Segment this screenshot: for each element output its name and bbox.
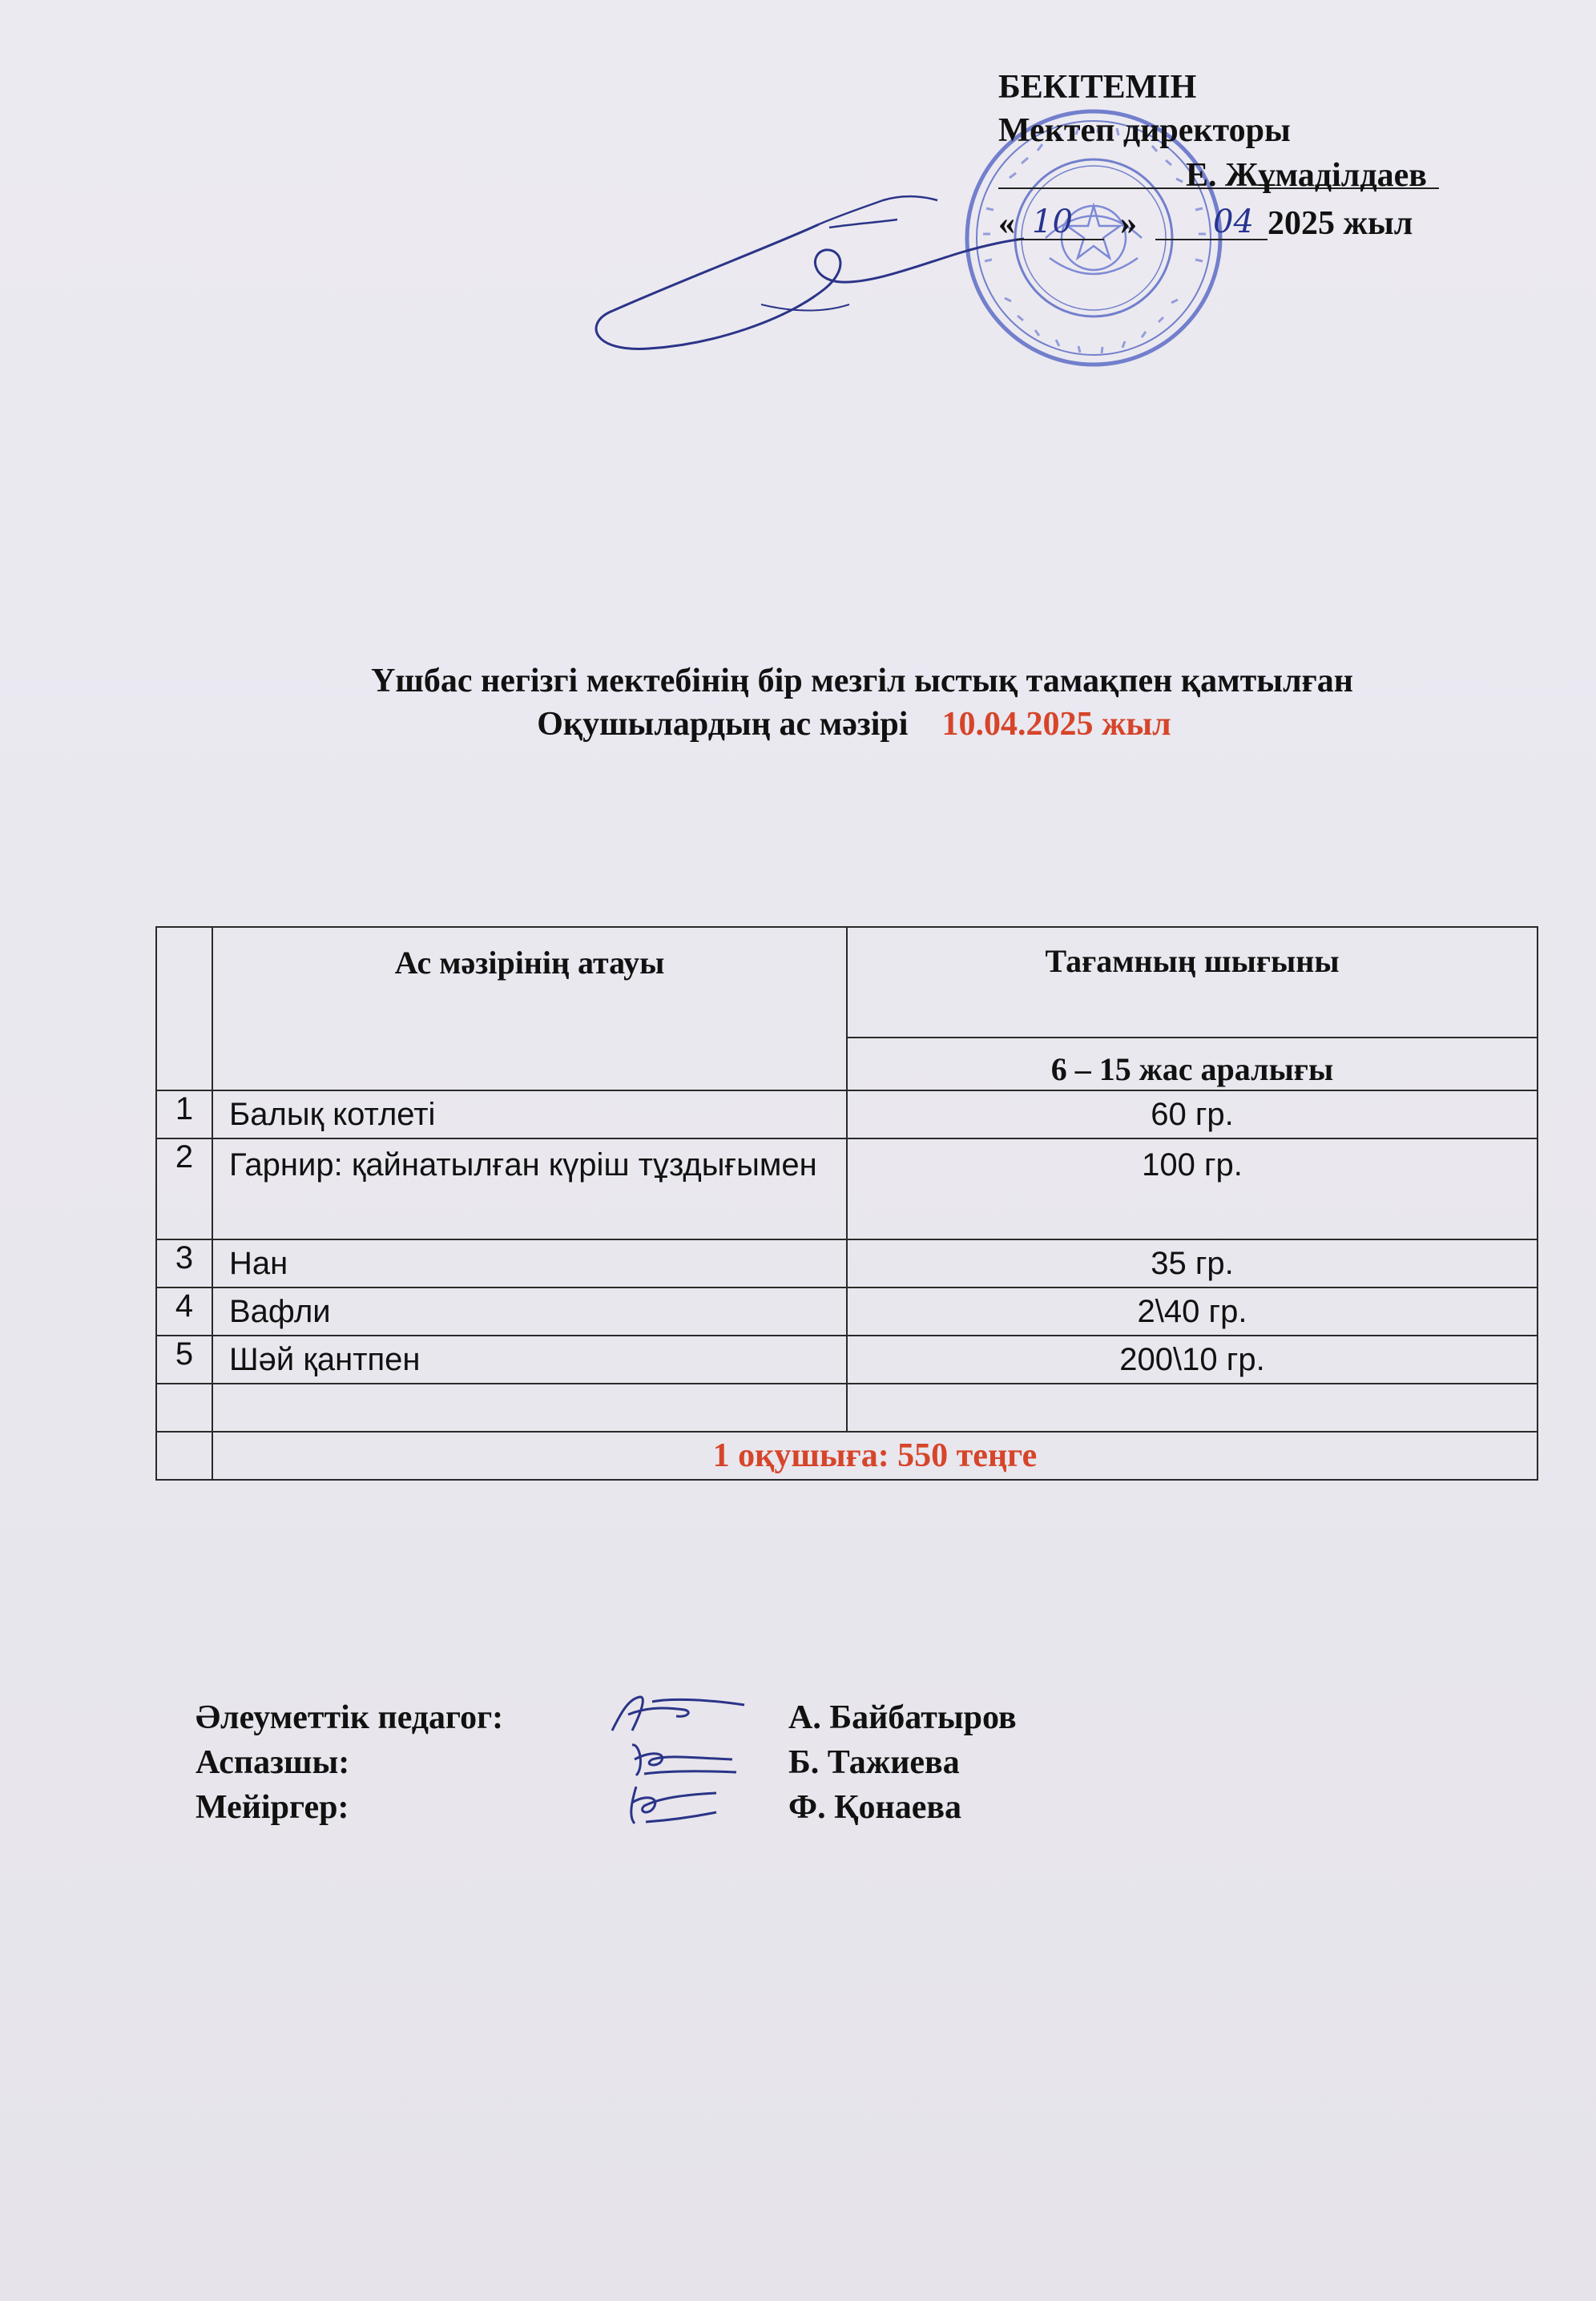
document-title-line2	[56, 705, 1596, 743]
row-amount: 100 гр.	[847, 1138, 1538, 1239]
header-num-cell	[156, 927, 212, 1090]
document-title-line1: Үшбас негізгі мектебінің бір мезгіл ыстық тамақпен қамтылған	[371, 663, 1353, 699]
total-num-cell	[156, 1432, 212, 1480]
table-row	[156, 1288, 1538, 1336]
menu-table	[155, 926, 1538, 1481]
row-name: Гарнир: қайнатылған күріш тұздығымен	[212, 1138, 847, 1239]
row-name: Шәй қантпен	[212, 1336, 847, 1384]
date-open-quote: «	[998, 205, 1015, 242]
date-day-underline	[1016, 239, 1104, 240]
approval-heading: БЕКІТЕМІН	[998, 69, 1197, 106]
signature-icon	[596, 1735, 756, 1783]
signature-icon	[596, 1690, 756, 1739]
approval-position: Мектеп директоры	[998, 112, 1291, 149]
row-name: Вафли	[212, 1288, 847, 1336]
date-month-underline	[1155, 239, 1268, 240]
signatory-row	[195, 1788, 1157, 1833]
table-header-row	[156, 927, 1538, 1038]
empty-cell	[212, 1384, 847, 1432]
empty-row	[156, 1384, 1538, 1432]
row-amount: 35 гр.	[847, 1239, 1538, 1288]
total-row	[156, 1432, 1538, 1480]
row-num: 4	[156, 1288, 212, 1336]
date-day: 10	[1032, 204, 1073, 240]
row-num: 2	[156, 1138, 212, 1239]
table-row	[156, 1090, 1538, 1138]
signatory-name: Б. Тажиева	[788, 1744, 960, 1781]
director-signature-icon	[585, 192, 1034, 385]
table-row	[156, 1336, 1538, 1384]
row-amount: 2\40 гр.	[847, 1288, 1538, 1336]
header-name-cell: Ас мәзірінің атауы	[212, 927, 847, 1090]
signature-icon	[596, 1780, 756, 1828]
header-age-cell: 6 – 15 жас аралығы	[847, 1038, 1538, 1090]
date-month: 04	[1213, 204, 1254, 240]
table-row	[156, 1138, 1538, 1239]
date-close-quote: »	[1120, 205, 1137, 242]
empty-cell	[847, 1384, 1538, 1432]
row-num: 3	[156, 1239, 212, 1288]
signatory-role: Әлеуметтік педагог:	[195, 1699, 504, 1736]
empty-cell	[156, 1384, 212, 1432]
header-amount-cell: Тағамның шығыны	[847, 927, 1538, 1038]
signatory-name: А. Байбатыров	[788, 1699, 1017, 1736]
signatory-name: Ф. Қонаева	[788, 1789, 962, 1826]
signatory-role: Мейіргер:	[195, 1789, 349, 1826]
row-num: 1	[156, 1090, 212, 1138]
signatory-role: Аспазшы:	[195, 1744, 350, 1781]
total-cost: 1 оқушыға: 550 теңге	[212, 1432, 1538, 1480]
approval-director: Е. Жұмаділдаев	[1186, 157, 1427, 194]
date-year: 2025 жыл	[1268, 205, 1413, 242]
row-num: 5	[156, 1336, 212, 1384]
title-prefix: Оқушылардың ас мәзірі	[537, 706, 909, 743]
row-amount: 60 гр.	[847, 1090, 1538, 1138]
row-name: Балық котлеті	[212, 1090, 847, 1138]
table-row	[156, 1239, 1538, 1288]
row-amount: 200\10 гр.	[847, 1336, 1538, 1384]
title-date: 10.04.2025 жыл	[941, 706, 1171, 743]
row-name: Нан	[212, 1239, 847, 1288]
